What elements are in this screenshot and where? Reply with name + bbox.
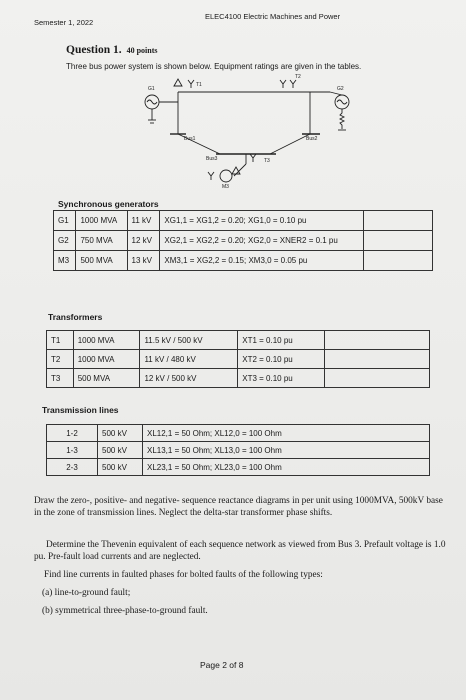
question-subtitle: Three bus power system is shown below. Equipment ratings are given in the tables. xyxy=(66,62,362,71)
label-m3: M3 xyxy=(222,184,229,190)
table-row xyxy=(47,350,430,369)
cell-blank xyxy=(364,231,433,251)
cell-reactance: XM3,1 = XG2,2 = 0.15; XM3,0 = 0.05 pu xyxy=(160,251,364,271)
cell-voltage: 13 kV xyxy=(127,251,160,271)
table-row xyxy=(47,425,430,442)
label-bus1: Bus1 xyxy=(184,136,196,142)
table-row xyxy=(54,251,433,271)
motor-m3-symbol xyxy=(220,170,232,182)
cell-rating: 750 MVA xyxy=(76,231,127,251)
cell-reactance: XL13,1 = 50 Ohm; XL13,0 = 100 Ohm xyxy=(143,442,430,459)
power-system-diagram xyxy=(130,72,370,192)
cell-reactance: XG1,1 = XG1,2 = 0.20; XG1,0 = 0.10 pu xyxy=(160,211,364,231)
cell-id: T1 xyxy=(47,331,74,350)
cell-voltage: 500 kV xyxy=(98,425,143,442)
semester-label: Semester 1, 2022 xyxy=(34,18,94,27)
cell-reactance: XT1 = 0.10 pu xyxy=(238,331,325,350)
cell-reactance: XT3 = 0.10 pu xyxy=(238,369,325,388)
lines-heading: Transmission lines xyxy=(42,405,119,415)
lines-table xyxy=(46,424,430,476)
instruction-paragraph-3: Find line currents in faulted phases for bolted faults of the following types: xyxy=(44,570,323,580)
cell-rating: 500 MVA xyxy=(73,369,140,388)
table-row xyxy=(47,459,430,476)
cell-blank xyxy=(364,251,433,271)
cell-reactance: XT2 = 0.10 pu xyxy=(238,350,325,369)
fault-item-b: (b) symmetrical three-phase-to-ground fault. xyxy=(42,606,208,616)
cell-id: T2 xyxy=(47,350,74,369)
table-row xyxy=(54,231,433,251)
course-title: ELEC4100 Electric Machines and Power xyxy=(205,12,341,21)
table-row xyxy=(54,211,433,231)
table-row xyxy=(47,369,430,388)
question-points: 40 points xyxy=(126,46,158,55)
cell-id: G1 xyxy=(54,211,76,231)
cell-blank xyxy=(325,331,430,350)
cell-voltage: 11.5 kV / 500 kV xyxy=(140,331,238,350)
instruction-paragraph-1: Draw the zero-, positive- and negative- sequence reactance diagrams in per unit using 1000MVA, 500kV base in the zone of transmission lines. Neglect the delta-star transformer phase shifts. xyxy=(34,496,443,518)
instruction-paragraph-2: Determine the Thevenin equivalent of each sequence network as viewed from Bus 3. Prefault voltage is 1.0 pu. Pre-fault load currents and are neglected. xyxy=(34,540,446,562)
cell-id: G2 xyxy=(54,231,76,251)
cell-blank xyxy=(364,211,433,231)
cell-voltage: 11 kV xyxy=(127,211,160,231)
sync-gen-heading: Synchronous generators xyxy=(58,199,159,209)
transformers-heading: Transformers xyxy=(48,312,103,322)
label-t3: T3 xyxy=(264,158,270,164)
cell-blank xyxy=(325,350,430,369)
fault-item-a: (a) line-to-ground fault; xyxy=(42,588,131,598)
cell-voltage: 11 kV / 480 kV xyxy=(140,350,238,369)
cell-reactance: XL23,1 = 50 Ohm; XL23,0 = 100 Ohm xyxy=(143,459,430,476)
cell-rating: 1000 MVA xyxy=(76,211,127,231)
transformers-table xyxy=(46,330,430,388)
label-t1: T1 xyxy=(196,82,202,88)
sync-gen-table xyxy=(53,210,433,271)
cell-rating: 1000 MVA xyxy=(73,350,140,369)
cell-id: 2-3 xyxy=(47,459,98,476)
cell-voltage: 12 kV / 500 kV xyxy=(140,369,238,388)
cell-id: T3 xyxy=(47,369,74,388)
question-number: Question 1. xyxy=(66,44,122,56)
page-number: Page 2 of 8 xyxy=(200,660,244,670)
cell-blank xyxy=(325,369,430,388)
label-t2: T2 xyxy=(295,74,301,80)
cell-id: M3 xyxy=(54,251,76,271)
cell-voltage: 500 kV xyxy=(98,442,143,459)
cell-reactance: XL12,1 = 50 Ohm; XL12,0 = 100 Ohm xyxy=(143,425,430,442)
cell-id: 1-2 xyxy=(47,425,98,442)
question-title xyxy=(66,44,158,56)
cell-voltage: 12 kV xyxy=(127,231,160,251)
cell-voltage: 500 kV xyxy=(98,459,143,476)
cell-rating: 1000 MVA xyxy=(73,331,140,350)
label-bus3: Bus3 xyxy=(206,156,218,162)
label-bus2: Bus2 xyxy=(306,136,318,142)
cell-rating: 500 MVA xyxy=(76,251,127,271)
label-g1: G1 xyxy=(148,86,155,92)
cell-reactance: XG2,1 = XG2,2 = 0.20; XG2,0 = XNER2 = 0.1 pu xyxy=(160,231,364,251)
table-row xyxy=(47,442,430,459)
cell-id: 1-3 xyxy=(47,442,98,459)
table-row xyxy=(47,331,430,350)
label-g2: G2 xyxy=(337,86,344,92)
